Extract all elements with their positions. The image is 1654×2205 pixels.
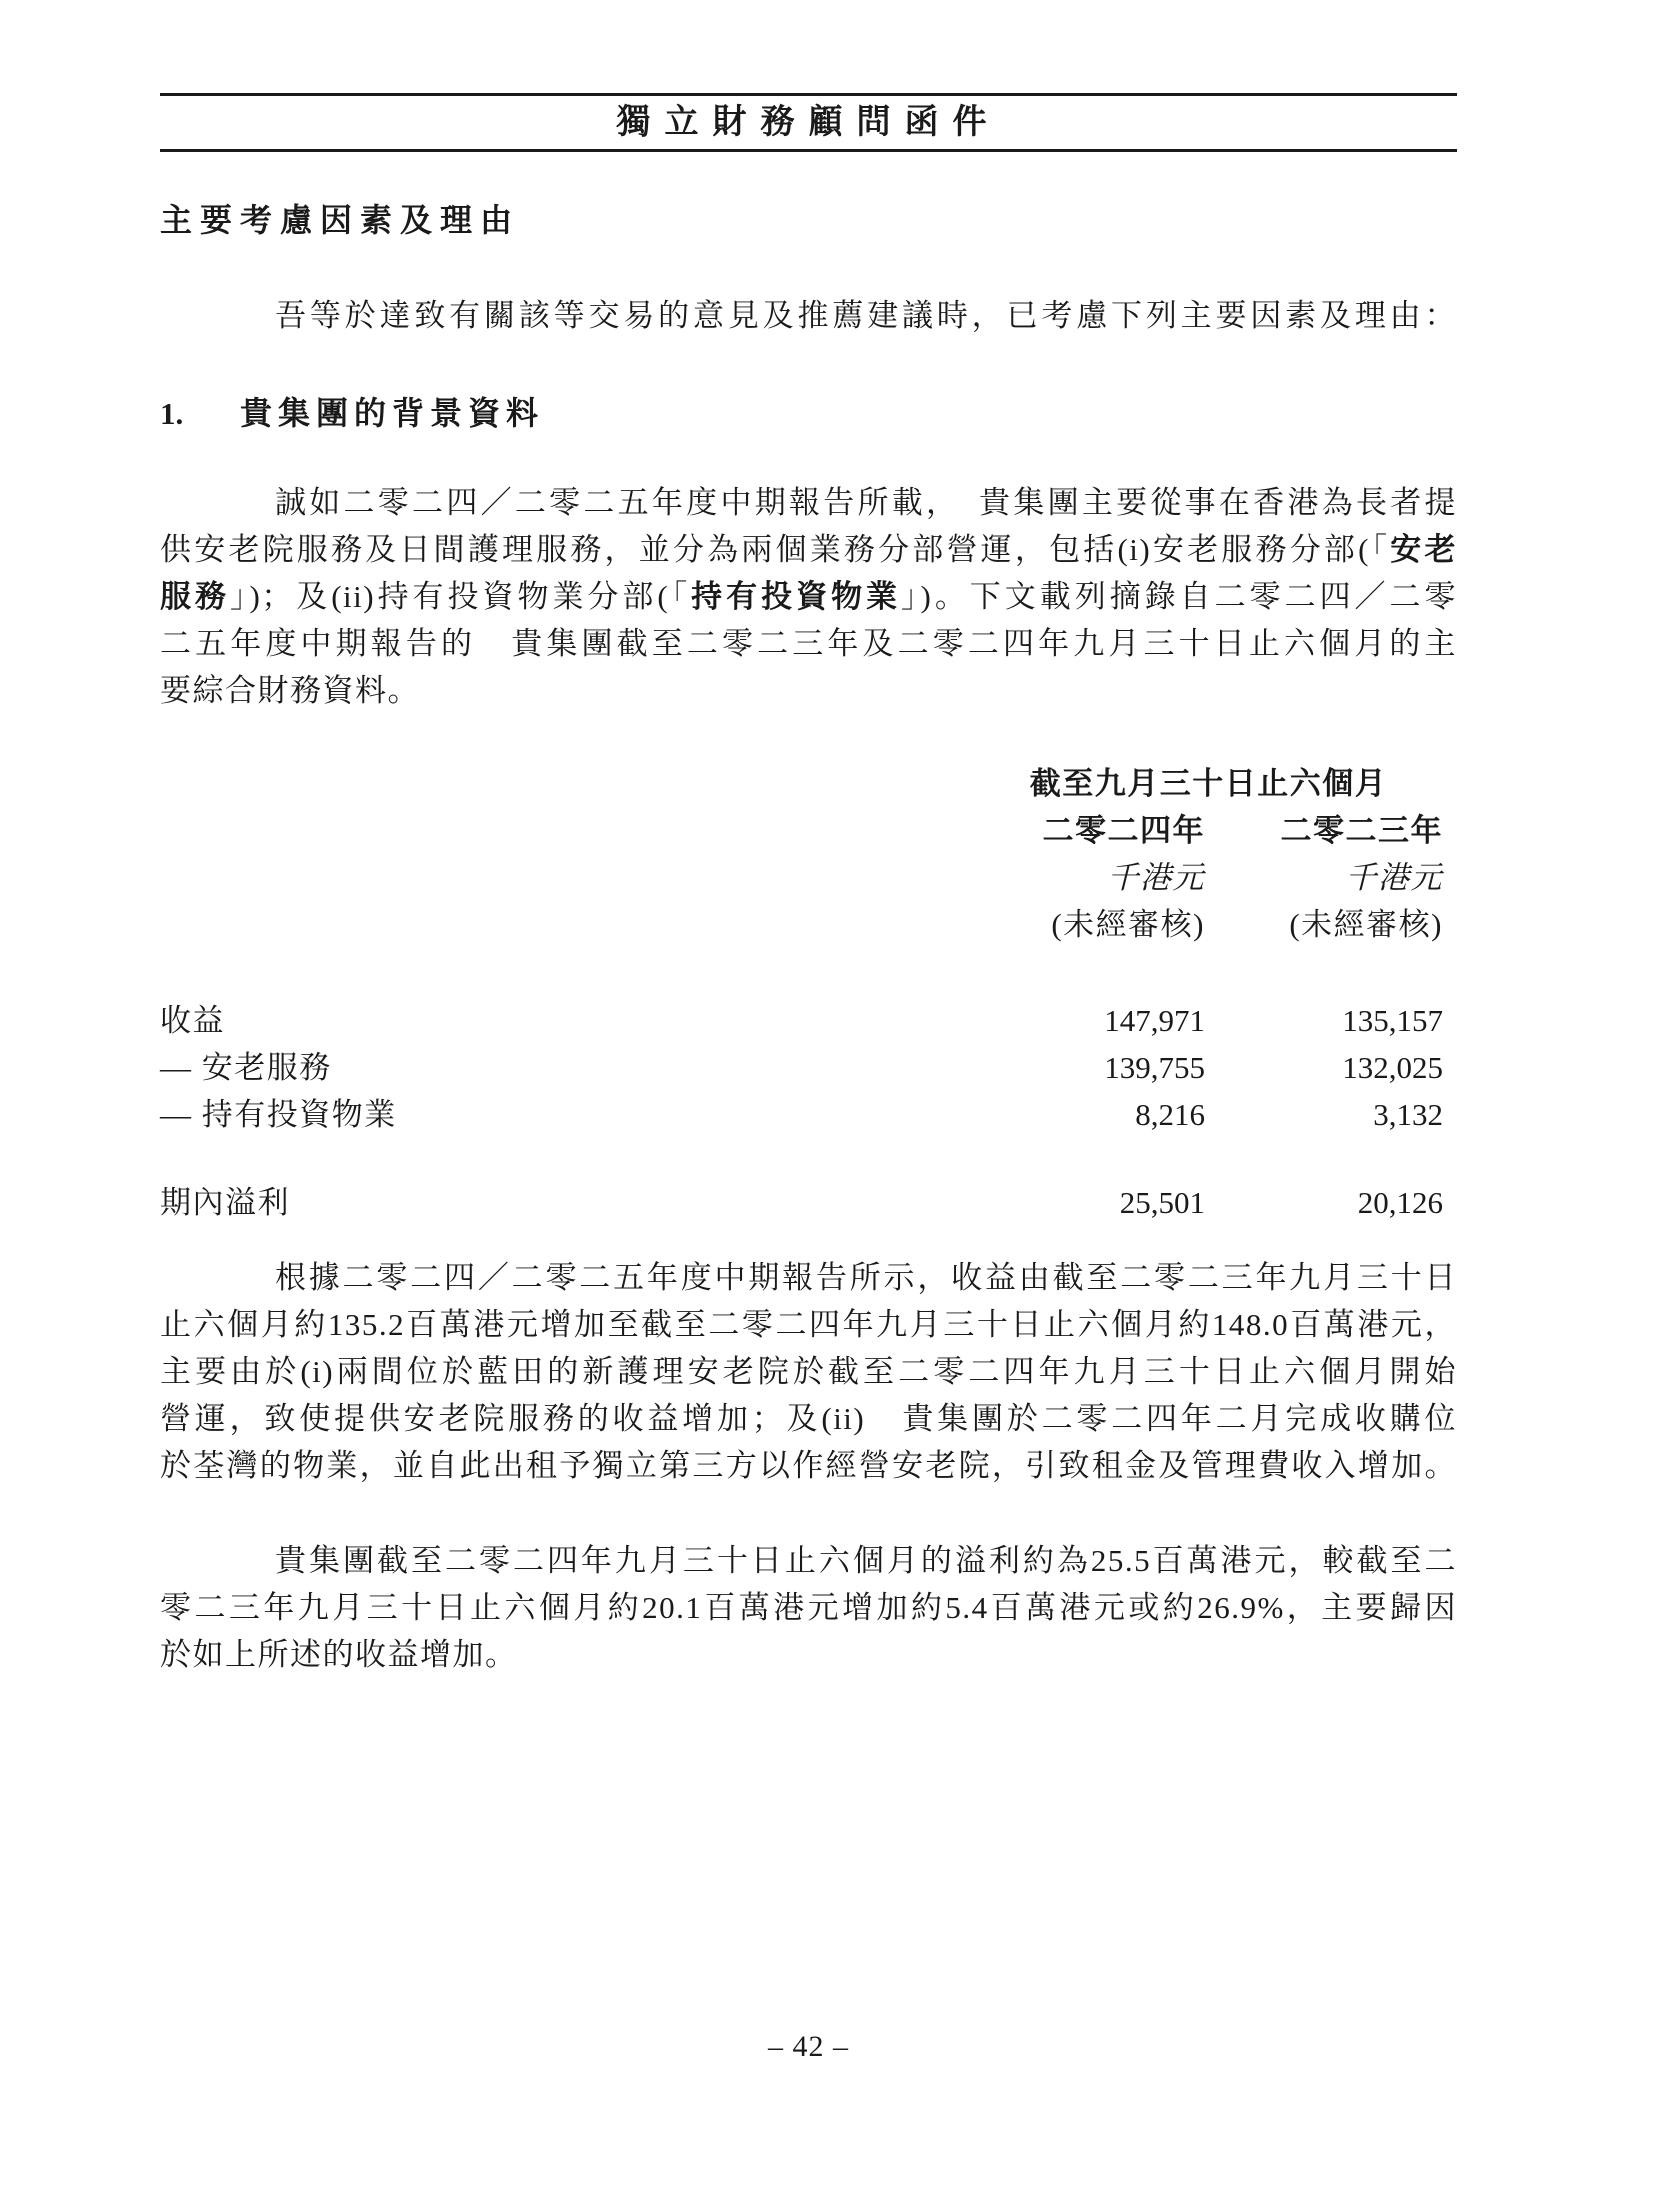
value-2023: 135,157	[1342, 1003, 1443, 1038]
empty-cell	[160, 760, 960, 807]
table-period-header-row	[160, 760, 1457, 807]
section-1-title: 貴集團的背景資料	[240, 395, 545, 431]
text-segment: 」)。下文載列摘錄自二零二四／二零	[901, 579, 1458, 614]
table-units-row	[160, 854, 1457, 901]
paragraph-line: 於如上所述的收益增加。	[160, 1637, 518, 1672]
header-bottom-rule	[160, 149, 1457, 152]
revenue-paragraph	[160, 1254, 1457, 1489]
intro-paragraph: 吾等於達致有關該等交易的意見及推薦建議時，已考慮下列主要因素及理由：	[275, 298, 1457, 333]
paragraph-line: 二五年度中期報告的 貴集團截至二零二三年及二零二四年九月三十日止六個月的主	[160, 626, 1457, 661]
value-2023: 20,126	[1357, 1185, 1443, 1220]
units-label-2024: 千港元	[1107, 860, 1205, 895]
paragraph-line: 貴集團截至二零二四年九月三十日止六個月的溢利約為25.5百萬港元，較截至二	[275, 1543, 1457, 1578]
period-header: 截至九月三十日止六個月	[1029, 766, 1388, 801]
page-content	[160, 93, 1457, 1678]
row-label: 期內溢利	[160, 1185, 290, 1220]
value-2023: 132,025	[1342, 1050, 1443, 1085]
main-heading: 主要考慮因素及理由	[160, 202, 521, 238]
paragraph-line: 止六個月約135.2百萬港元增加至截至二零二四年九月三十日止六個月約148.0百萬港元，	[160, 1307, 1457, 1342]
paragraph-line: 根據二零二四／二零二五年度中期報告所示，收益由截至二零二三年九月三十日	[275, 1260, 1457, 1295]
row-label: — 安老服務	[160, 1050, 332, 1085]
page-header-title: 獨立財務顧問函件	[616, 104, 1001, 141]
paragraph-line: 誠如二零二四／二零二五年度中期報告所載， 貴集團主要從事在香港為長者提	[275, 485, 1457, 520]
paragraph-line: 主要由於(i)兩間位於藍田的新護理安老院於截至二零二四年九月三十日止六個月開始	[160, 1354, 1457, 1389]
value-2024: 8,216	[1135, 1097, 1205, 1132]
row-label: — 持有投資物業	[160, 1097, 397, 1132]
value-2023: 3,132	[1373, 1097, 1443, 1132]
profit-paragraph	[160, 1537, 1457, 1678]
text-segment: 供安老院服務及日間護理服務，並分為兩個業務分部營運，包括(i)安老服務分部(「	[160, 532, 1391, 567]
paragraph-line: 零二三年九月三十日止六個月約20.1百萬港元增加約5.4百萬港元或約26.9%，主要歸因	[160, 1590, 1457, 1625]
section-1-number: 1.	[160, 396, 184, 431]
units-label-2023: 千港元	[1345, 860, 1443, 895]
paragraph-line	[160, 526, 1457, 573]
defined-term-elderly-care-cont: 服務	[160, 579, 230, 614]
defined-term-investment-properties: 持有投資物業	[691, 579, 902, 614]
column-header-2024: 二零二四年	[1042, 813, 1205, 848]
column-header-2023: 二零二三年	[1280, 813, 1443, 848]
row-label: 收益	[160, 1003, 225, 1038]
financial-summary-table	[160, 760, 1457, 1226]
audit-note-2023: (未經審核)	[1289, 907, 1443, 942]
table-audit-note-row	[160, 901, 1457, 948]
value-2024: 25,501	[1119, 1185, 1205, 1220]
table-year-header-row	[160, 807, 1457, 854]
table-row	[160, 1179, 1457, 1226]
audit-note-2024: (未經審核)	[1051, 907, 1205, 942]
page-number: – 42 –	[768, 2030, 849, 2063]
empty-cell	[160, 807, 960, 854]
value-2024: 139,755	[1104, 1050, 1205, 1085]
text-segment: 」)；及(ii)持有投資物業分部(「	[229, 579, 692, 614]
section-1-heading	[160, 390, 1457, 437]
paragraph-line: 營運，致使提供安老院服務的收益增加；及(ii) 貴集團於二零二四年二月完成收購位	[160, 1401, 1457, 1436]
table-row	[160, 997, 1457, 1044]
defined-term-elderly-care: 安老	[1390, 532, 1457, 567]
value-2024: 147,971	[1104, 1003, 1205, 1038]
table-row	[160, 1091, 1457, 1138]
empty-cell	[160, 854, 960, 901]
paragraph-line: 於荃灣的物業，並自此出租予獨立第三方以作經營安老院，引致租金及管理費收入增加。	[160, 1448, 1457, 1483]
paragraph-line	[160, 573, 1457, 620]
background-paragraph	[160, 479, 1457, 714]
paragraph-line: 要綜合財務資料。	[160, 673, 420, 708]
table-row	[160, 1044, 1457, 1091]
empty-cell	[160, 901, 960, 948]
